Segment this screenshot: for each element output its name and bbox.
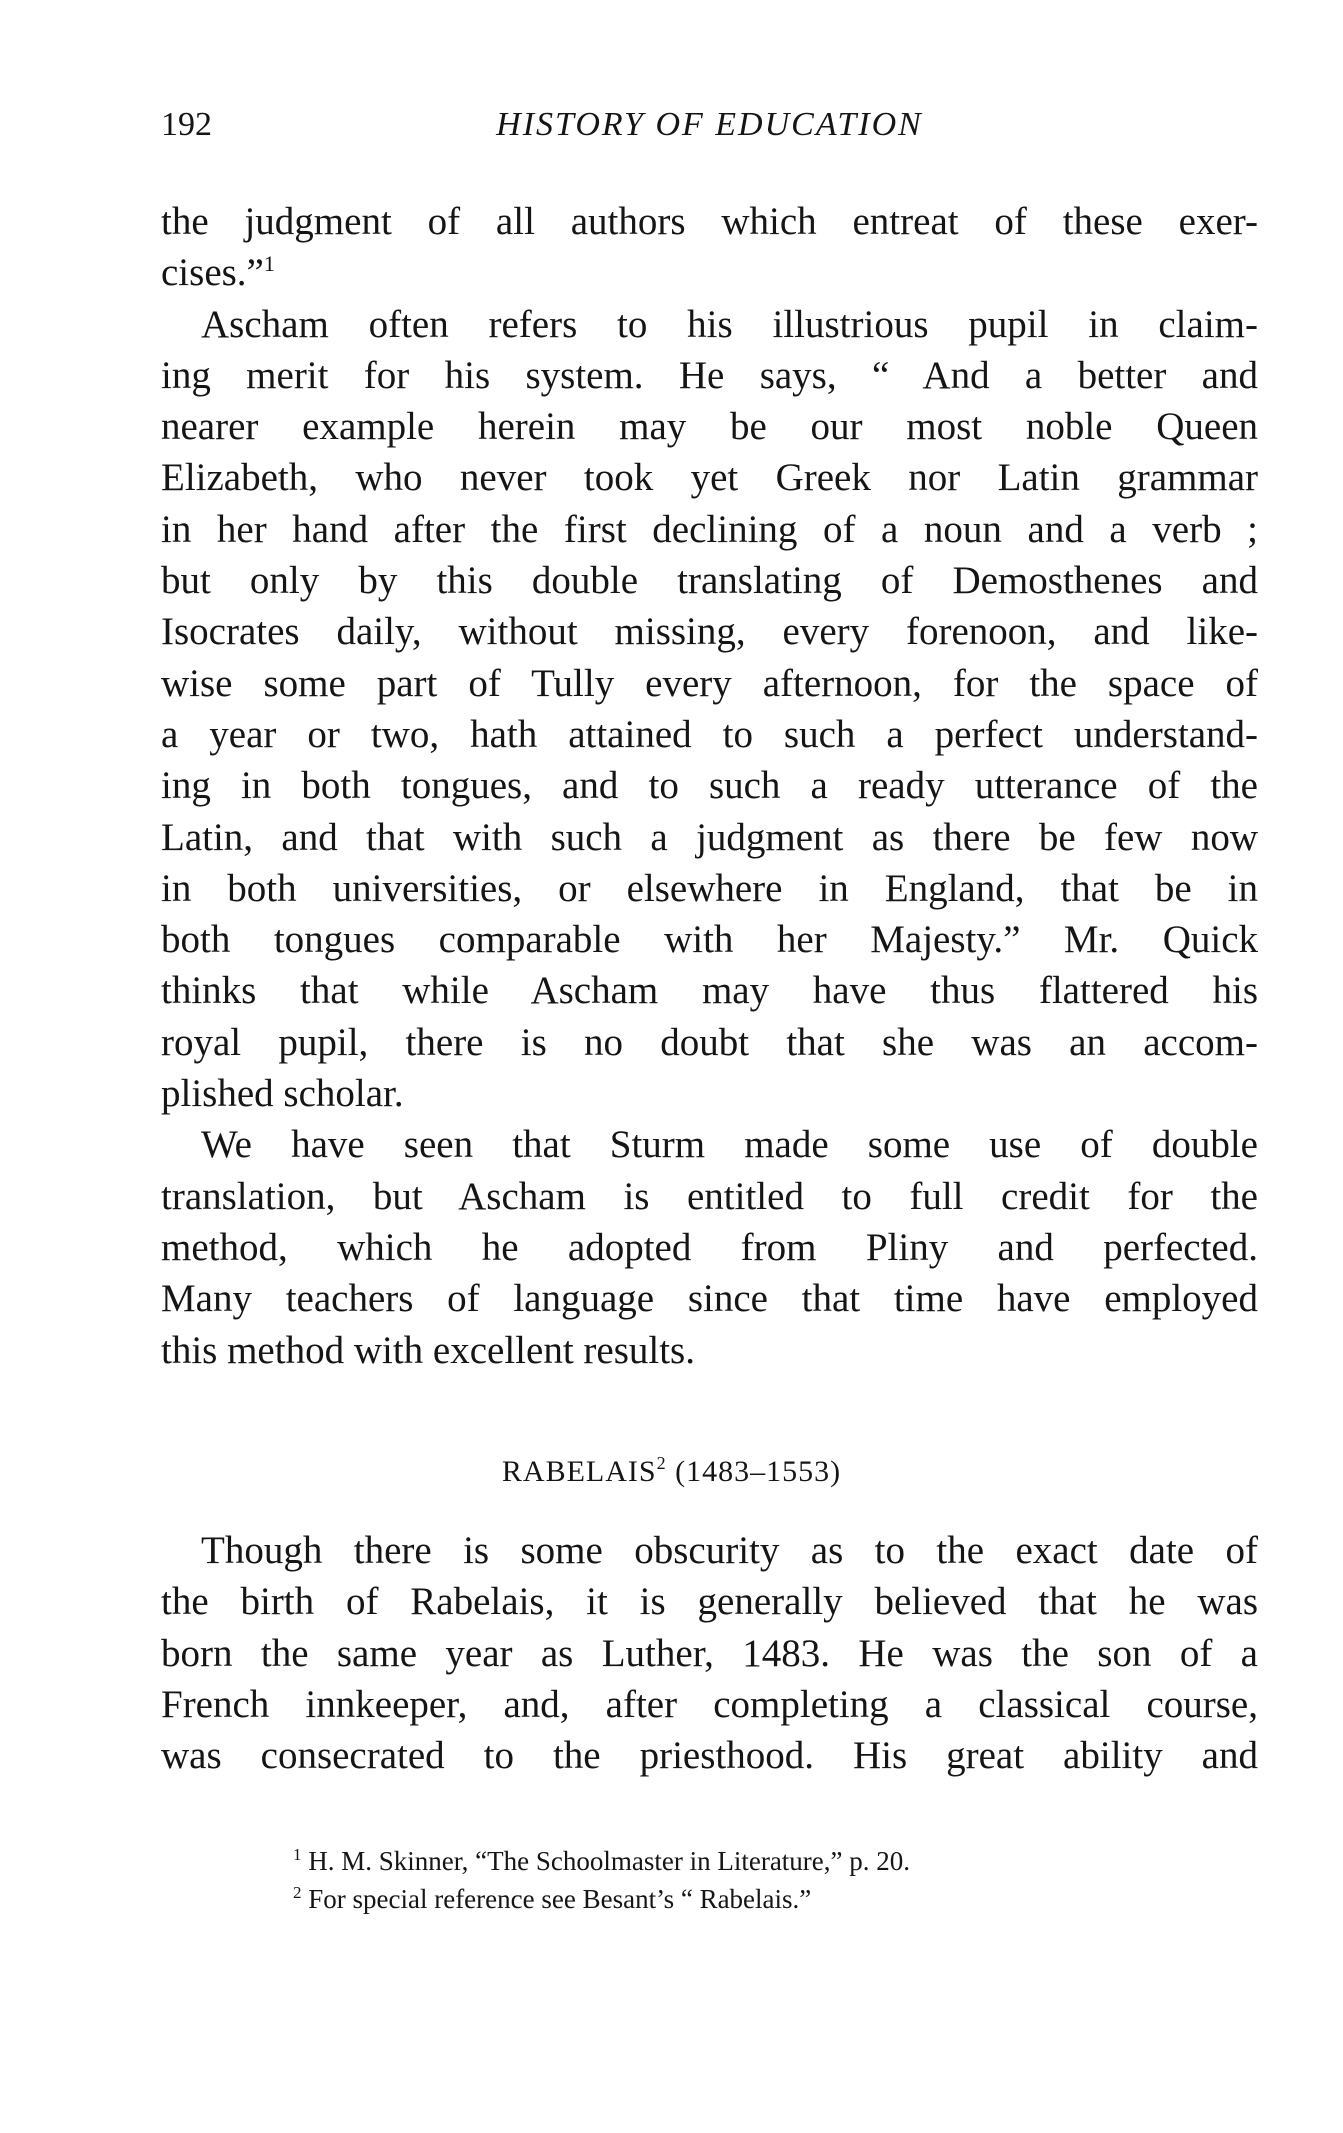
text-line: both tongues comparable with her Majesty.” Mr. Quick — [161, 918, 1258, 962]
text-line: We have seen that Sturm made some use of double — [201, 1123, 1258, 1167]
text-line: Ascham often refers to his illustrious pupil in claim- — [201, 302, 1258, 346]
text-line: Elizabeth, who never took yet Greek nor Latin grammar — [161, 456, 1258, 500]
text-line: royal pupil, there is no doubt that she was an accom- — [161, 1020, 1258, 1064]
text-line: wise some part of Tully every afternoon, for the space of — [161, 661, 1258, 705]
page-header — [161, 106, 1258, 156]
text-line: in both universities, or elsewhere in England, that be in — [161, 866, 1258, 910]
text-line: thinks that while Ascham may have thus flattered his — [161, 969, 1258, 1013]
text-line: translation, but Ascham is entitled to full credit for the — [161, 1174, 1258, 1218]
text-line: plished scholar. — [161, 1072, 404, 1116]
text-line: nearer example herein may be our most noble Queen — [161, 405, 1258, 449]
section-body — [161, 1525, 1258, 1781]
section-heading: RABELAIS$^2$ (1483–1553) — [501, 1453, 842, 1488]
body-text — [161, 196, 1258, 1376]
text-line: ing in both tongues, and to such a ready utterance of the — [161, 764, 1258, 808]
text-line: but only by this double translating of Demosthenes and — [161, 559, 1258, 603]
footnote: $^1$ H. M. Skinner, “The Schoolmaster in Literature,” p. 20. — [293, 1845, 911, 1876]
text-line: the birth of Rabelais, it is generally believed that he was — [161, 1580, 1258, 1624]
footnote-ref: 1 — [263, 251, 275, 277]
text-line: Isocrates daily, without missing, every forenoon, and like- — [161, 610, 1258, 654]
running-title: HISTORY OF EDUCATION — [496, 106, 923, 143]
page-number: 192 — [161, 106, 212, 143]
text-line: cises.”$^1$ — [161, 251, 275, 295]
text-line: French innkeeper, and, after completing a classical course, — [161, 1682, 1258, 1726]
footnote: $^2$ For special reference see Besant’s “ Rabelais.” — [293, 1883, 812, 1914]
text-line: the judgment of all authors which entreat of these exer- — [161, 200, 1258, 243]
text-line: Many teachers of language since that time have employed — [161, 1277, 1258, 1321]
footnote-ref: 2 — [656, 1453, 667, 1473]
text-line: ing merit for his system. He says, “ And a better and — [161, 353, 1258, 397]
text-line: this method with excellent results. — [161, 1328, 695, 1372]
text-line: Latin, and that with such a judgment as there be few now — [161, 815, 1258, 859]
text-line: born the same year as Luther, 1483. He was the son of a — [161, 1631, 1258, 1675]
text-line: method, which he adopted from Pliny and perfected. — [161, 1225, 1258, 1269]
text-line: a year or two, hath attained to such a perfect understand- — [161, 712, 1258, 756]
text-line: in her hand after the first declining of a noun and a verb ; — [161, 507, 1258, 551]
text-line: Though there is some obscurity as to the exact date of — [201, 1529, 1258, 1572]
text-line: was consecrated to the priesthood. His great ability and — [161, 1734, 1258, 1778]
